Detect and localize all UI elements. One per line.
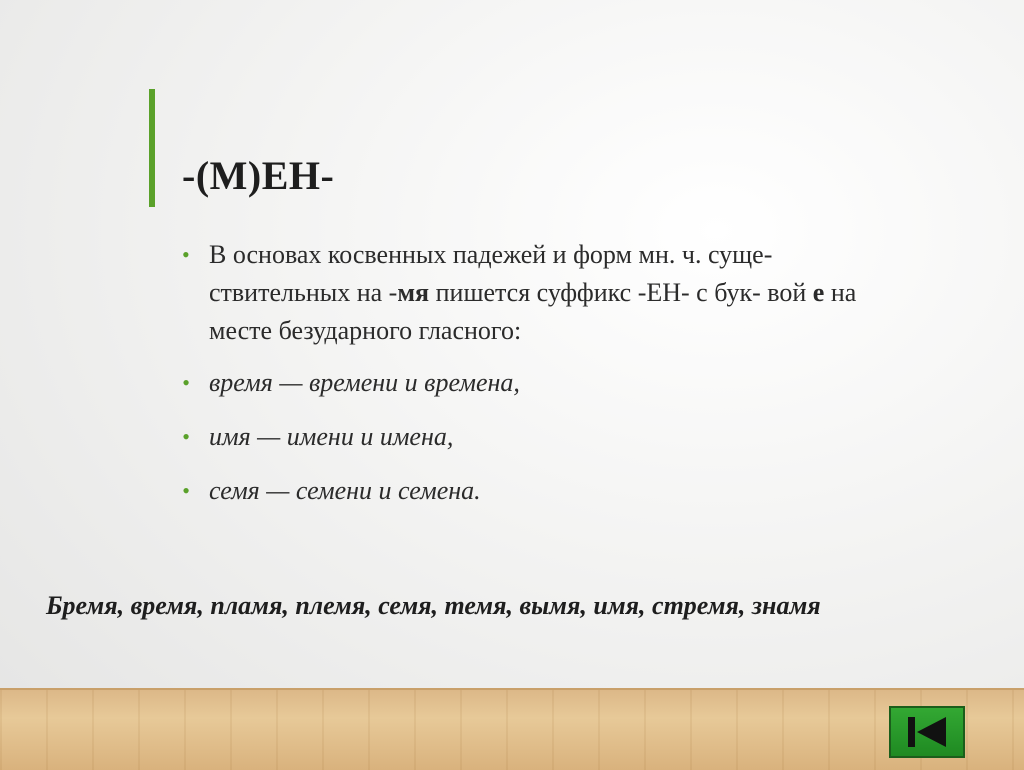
rule-text-2: ствительных на -: [209, 278, 398, 307]
rule-text-1: В основах косвенных падежей и форм мн. ч. суще-: [209, 240, 773, 269]
rule-suffix-bold: мя: [397, 278, 430, 307]
example-item: [182, 364, 902, 402]
skip-back-icon: [904, 714, 950, 750]
bullet-icon: •: [182, 478, 190, 503]
rule-letter-bold: е: [812, 278, 825, 307]
rule-text-4: пишется суффикс -ЕН- с бук-: [429, 278, 761, 307]
rule-item: [182, 236, 902, 350]
example-item: [182, 472, 902, 510]
bullet-icon: •: [182, 370, 190, 395]
example-text: время — времени и времена,: [209, 368, 520, 397]
title-accent-bar: [149, 89, 155, 207]
back-to-start-button[interactable]: [889, 706, 965, 758]
rule-text-7: на месте безударного гласного:: [209, 278, 857, 345]
rule-text-5: вой: [767, 278, 813, 307]
example-text: семя — семени и семена.: [209, 476, 481, 505]
example-text: имя — имени и имена,: [209, 422, 454, 451]
wooden-floor: [0, 688, 1024, 770]
slide-content: [182, 236, 902, 526]
example-item: [182, 418, 902, 456]
bullet-icon: •: [182, 242, 190, 267]
slide-title: -(М)ЕН-: [182, 153, 335, 198]
bullet-icon: •: [182, 424, 190, 449]
word-list: Бремя, время, пламя, племя, семя, темя, вымя, имя, стремя, знамя: [46, 591, 821, 620]
